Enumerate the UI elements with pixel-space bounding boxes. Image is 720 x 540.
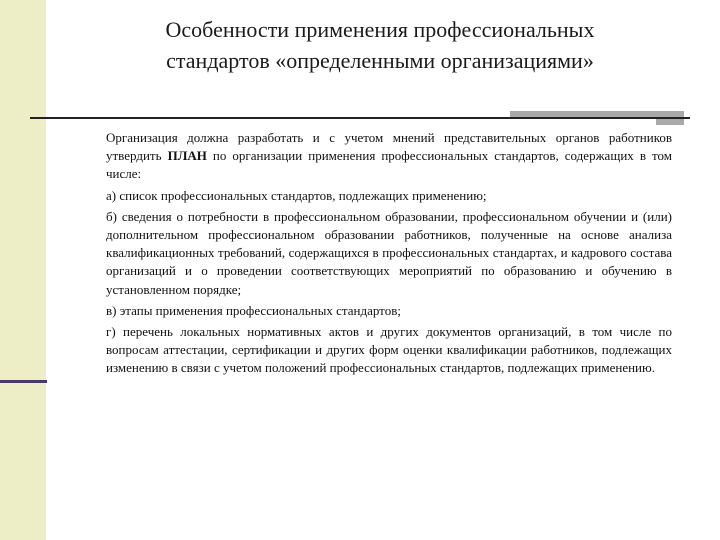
title-line-1: Особенности применения профессиональных bbox=[165, 17, 595, 42]
list-item-d: г) перечень локальных нормативных актов и других документов организаций, в том числе по вопросам аттестации, сертификации и других форм оценки квалификации работников, подлежащих изменению в связи с учетом положений профессиональных стандартов, подлежащих применению. bbox=[106, 324, 672, 376]
intro-before: Организация должна разработать и с учетом мнений представительных органов работников утвердить bbox=[106, 130, 672, 164]
list-item-b: б) сведения о потребности в профессиональном образовании, профессиональном обучении и (или) дополнительном профессиональном образовании работников, полученные на основе анализа квалификационных требований, содержащихся в профессиональных стандартах, и кадрового состава организаций и о проведении соответствующих мероприятий по образованию и обучению в установленном порядке; bbox=[106, 208, 672, 297]
title-line-2: стандартов «определенными организациями» bbox=[166, 48, 594, 73]
title-divider bbox=[30, 117, 690, 119]
list-item-c: в) этапы применения профессиональных стандартов; bbox=[106, 302, 401, 318]
intro-paragraph bbox=[106, 129, 672, 184]
list-item-a: а) список профессиональных стандартов, подлежащих применению; bbox=[106, 187, 487, 203]
intro-after: по организации применения профессиональных стандартов, содержащих в том числе: bbox=[106, 148, 672, 182]
slide-body bbox=[106, 129, 672, 381]
side-band bbox=[0, 0, 46, 540]
side-divider bbox=[0, 380, 47, 383]
accent-bar-tail bbox=[656, 119, 684, 125]
plan-emphasis: ПЛАН bbox=[167, 148, 207, 164]
slide-title bbox=[100, 14, 660, 76]
